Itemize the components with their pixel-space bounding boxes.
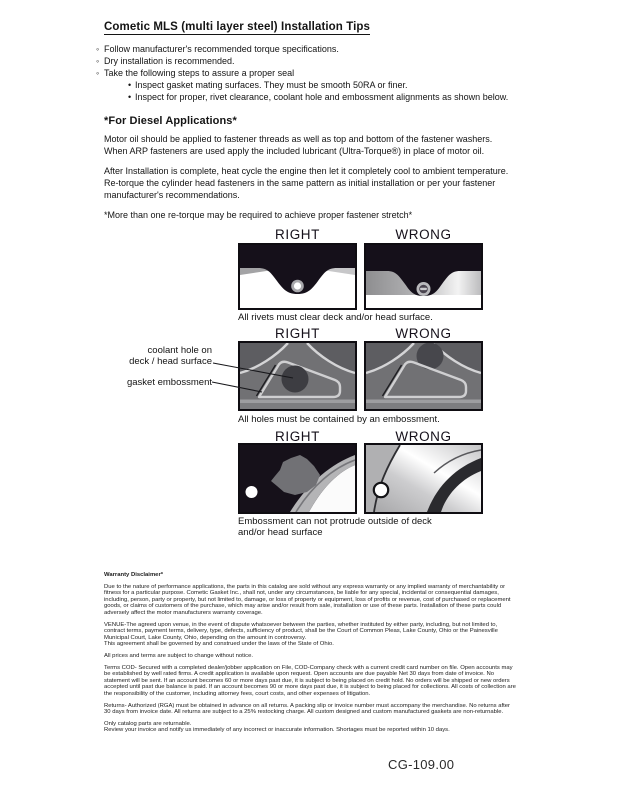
diagram-caption: Embossment can not protrude outside of deck and/or head surface [238,516,432,538]
tip-text: Follow manufacturer's recommended torque specifications. [104,44,339,54]
diagram-protrusion-right [238,443,357,514]
disclaimer-paragraph: Terms COD- Secured with a completed dealer/jobber application on File, COD-Company check with a current credit card number on file. Open accounts may be established by well rated firms. A credit application is available upon request. Open accounts are due payable Net 30 days from date of invoice. No statement will be sent. If an account becomes 60 or more days past due, it is subject to being placed on credit hold. No orders will be shipped or new orders accepted until past due balance is paid. If an account becomes 90 or more days past due, it is subject to being placed for collections. All costs of collection are the responsibility of the customer, including attorney fees, court costs, and other expenses of litigation. [104,664,516,697]
wrong-label: WRONG [395,326,452,341]
right-label: RIGHT [275,227,320,242]
diagram-rivet-right [238,243,357,310]
diagram-rivet-wrong [364,243,483,310]
warranty-disclaimer-section [104,572,516,739]
installation-subtips-list [104,79,536,103]
diesel-paragraph: *More than one re-torque may be required to achieve proper fastener stretch* [104,210,413,220]
disclaimer-paragraph: Returns- Authorized (RGA) must be obtained in advance on all returns. A packing slip or invoice number must accompany the merchandise. No returns after 30 days from invoice date. All returns are subject to a 25% restocking charge. All custom designed and custom manufactured gaskets are non-returnable. [104,702,511,716]
bolt-hole-icon [374,483,388,497]
coolant-hole-icon [282,366,309,393]
disclaimer-paragraph: This agreement shall be governed by and construed under the laws of the State of Ohio. [104,641,334,648]
disclaimer-paragraph: VENUE-The agreed upon venue, in the event of dispute whatsoever between the parties, whether instituted by either party, including, but not limited to, contract terms, payment terms, delivery, type, defects, sufficiency of product, shall be the Court of Common Pleas, Lake County, Ohio or the Painesville Municipal Court, Lake County, Ohio, depending on the amount in controversy. [104,621,498,641]
diesel-heading: *For Diesel Applications* [104,115,237,127]
disclaimer-paragraph: Review your invoice and notify us immediately of any incorrect or inaccurate information. Shortages must be reported within 10 days. [104,727,450,734]
right-label: RIGHT [275,326,320,341]
diagram-caption: All rivets must clear deck and/or head surface. [238,312,433,323]
subtip-item [128,79,536,91]
tip-text: Dry installation is recommended. [104,56,235,66]
disclaimer-heading: Warranty Disclaimer* [104,572,164,578]
right-label: RIGHT [275,429,320,444]
subtip-text: Inspect for proper, rivet clearance, coolant hole and embossment alignments as shown below. [135,92,509,102]
wrong-label: WRONG [395,227,452,242]
disclaimer-paragraph: Due to the nature of performance applications, the parts in this catalog are sold without any express warranty or any implied warranty of merchantability or fitness for a particular purpose. Cometic Gasket Inc., shall not, under any circumstances, be liable for any special, incidental or consequential damages, including, person, party or property, but not limited to, damage, or loss of property or equipment, loss of profits or revenue, cost of purchased or replacement goods, or claims of customers of the purchase, which may arise and/or result from sale, installation or use of these parts. Installation of these parts could adversely affect the motor manufacturers warranty coverage. [104,583,511,616]
installation-tips-list [96,43,536,103]
subtip-item [128,91,536,103]
disclaimer-paragraph: Only catalog parts are returnable. [104,720,192,727]
bolt-hole-icon [246,486,258,498]
wrong-label: WRONG [395,429,452,444]
disclaimer-paragraph: All prices and terms are subject to change without notice. [104,652,253,659]
diagram-embossment-wrong [364,341,483,411]
diesel-paragraph: Motor oil should be applied to fastener threads as well as top and bottom of the fastener washers. When ARP fasteners are used apply the included lubricant (Ultra-Torque®) in place of motor oil. [104,134,493,156]
tip-item [96,43,536,55]
coolant-hole-annotation: coolant hole on deck / head surface [129,345,212,367]
document-code: CG-109.00 [388,757,455,772]
diagram-protrusion-wrong [364,443,483,514]
tip-text: Take the following steps to assure a proper seal [104,68,295,78]
diagram-caption: All holes must be contained by an embossment. [238,414,440,425]
page-title: Cometic MLS (multi layer steel) Installation Tips [104,21,371,33]
diesel-applications-section [104,115,518,229]
gasket-embossment-annotation: gasket embossment [126,377,212,388]
diagram-embossment-right [238,341,357,411]
subtip-text: Inspect gasket mating surfaces. They must be smooth 50RA or finer. [135,80,408,90]
diesel-paragraph: After Installation is complete, heat cycle the engine then let it completely cool to ambient temperature. Re-torque the cylinder head fasteners in the same pattern as initial installation or per your fastener manufacturer's recommendations. [104,166,509,200]
tip-item [96,55,536,67]
tip-item [96,67,536,103]
